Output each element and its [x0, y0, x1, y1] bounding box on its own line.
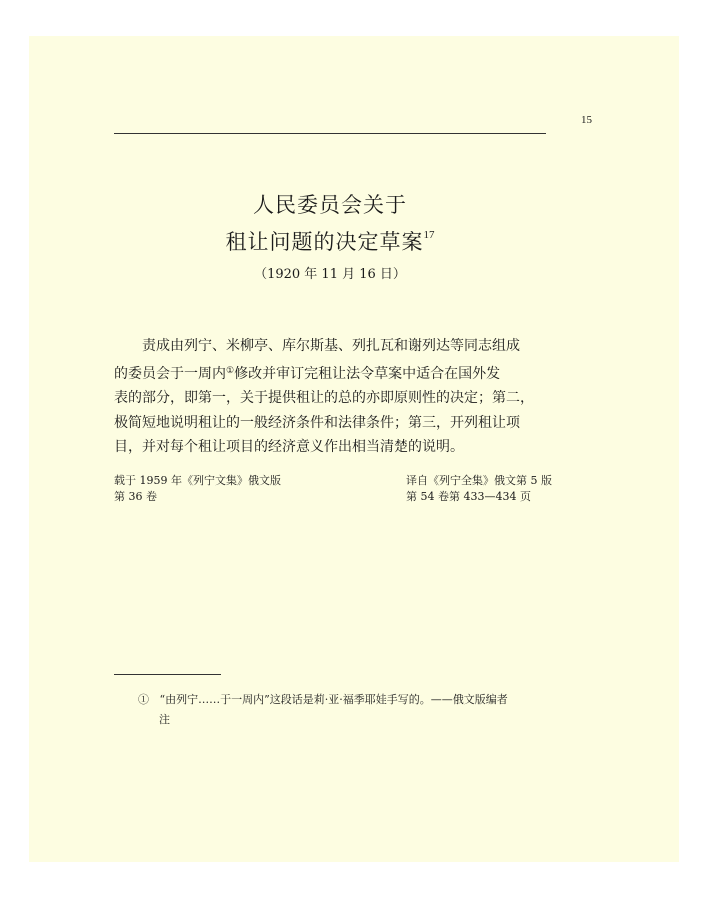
body-paragraph — [114, 334, 550, 460]
title-line-1 — [114, 190, 546, 220]
title-line-1-text: 人民委员会关于 — [253, 193, 407, 217]
footnote-rule — [114, 674, 221, 675]
footnote-marker: ① — [138, 693, 149, 706]
footnote-text: “由列宁……于一周内”这段话是莉·亚·福季耶娃手写的。——俄文版编者 — [159, 693, 508, 706]
body-line-2 — [114, 359, 550, 387]
publication-source-line-1: 载于 1959 年《列宁文集》俄文版 — [114, 474, 281, 487]
footnote-line-1 — [138, 690, 508, 710]
footnote-ref[interactable]: ① — [226, 365, 235, 376]
body-line-1: 责成由列宁、米柳亭、库尔斯基、列扎瓦和谢列达等同志组成 — [142, 338, 520, 354]
publication-source — [114, 473, 281, 505]
publication-source-line-2: 第 36 卷 — [114, 490, 157, 503]
title-note-ref[interactable]: 17 — [423, 229, 435, 241]
title-line-2-text: 租让问题的决定草案 — [225, 230, 424, 254]
translation-source-line-2: 第 54 卷第 433—434 页 — [406, 490, 531, 503]
body-line-2a: 的委员会于一周内 — [114, 365, 226, 382]
title-line-2 — [114, 220, 546, 257]
translation-source-line-1: 译自《列宁全集》俄文第 5 版 — [406, 474, 552, 487]
body-line-5: 目，并对每个租让项目的经济意义作出相当清楚的说明。 — [114, 439, 464, 455]
document-date: （1920 年 11 月 16 日） — [254, 267, 406, 282]
footnote — [138, 690, 508, 730]
page-number: 15 — [581, 114, 592, 126]
body-line-2b: 修改并审订完租让法令草案中适合在国外发 — [234, 365, 501, 382]
body-line-4: 极简短地说明租让的一般经济条件和法律条件；第三，开列租让项 — [114, 414, 520, 431]
translation-source — [406, 473, 552, 505]
body-line-3: 表的部分，即第一，关于提供租让的总的亦即原则性的决定；第二， — [114, 390, 534, 406]
header-rule — [114, 133, 546, 134]
footnote-line-2: 注 — [159, 713, 170, 726]
